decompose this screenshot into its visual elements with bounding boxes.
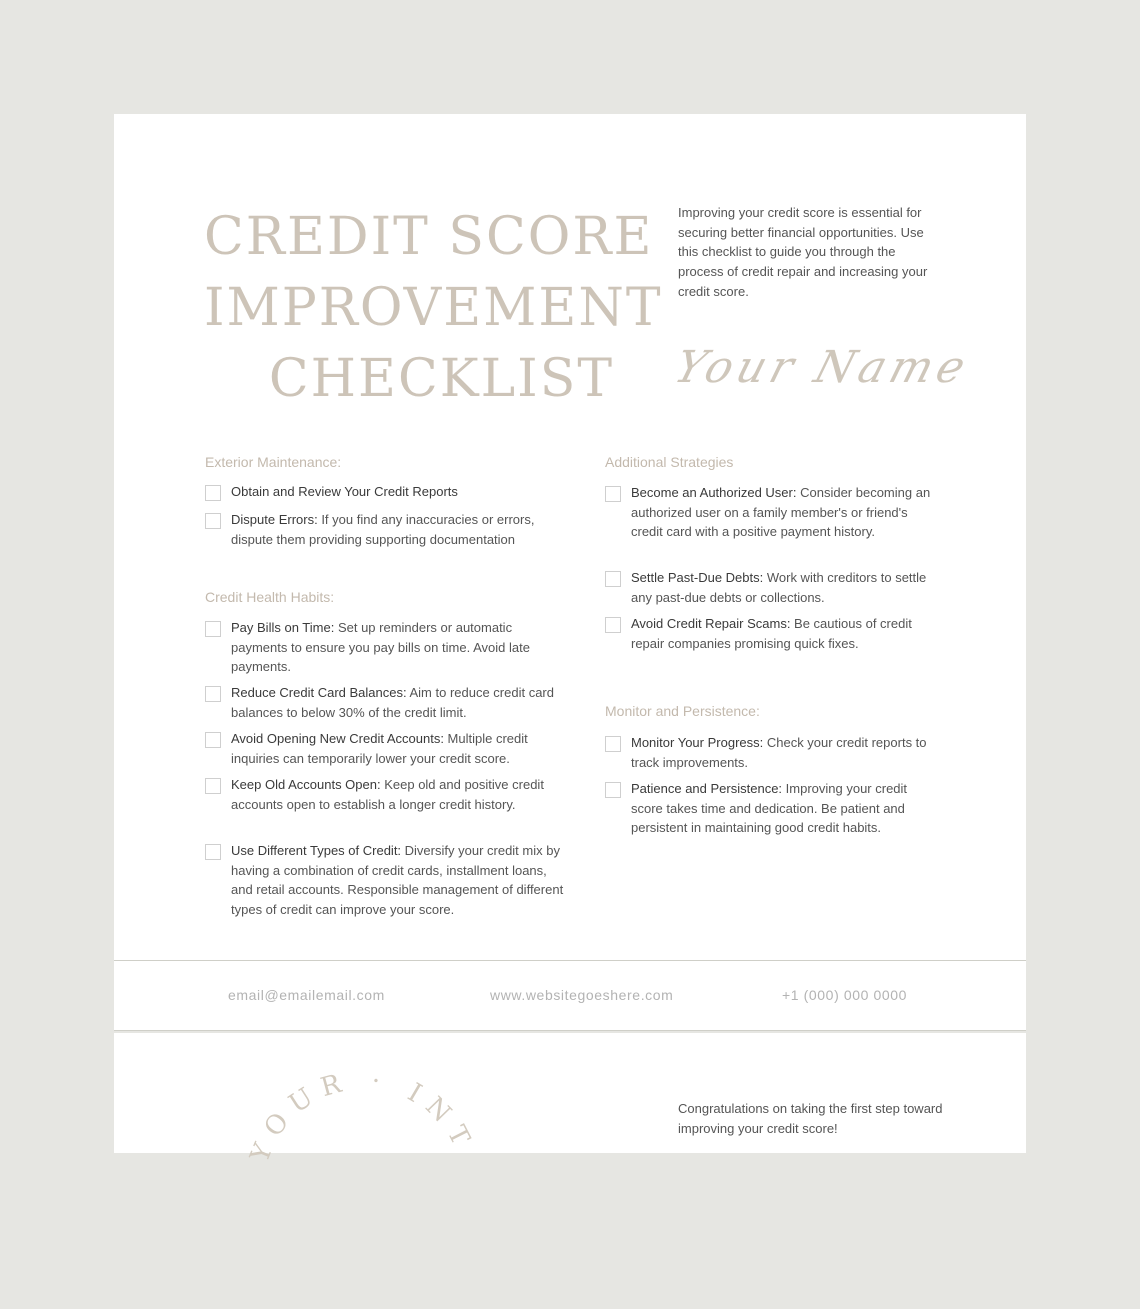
item-label: Patience and Persistence: (631, 781, 783, 796)
item-label: Obtain and Review Your Credit Reports (231, 484, 458, 499)
closing-paragraph: Congratulations on taking the first step toward improving your credit score! (678, 1101, 943, 1136)
checklist-item (205, 841, 570, 919)
item-text: Diversify your credit mix by having a combination of credit cards, installment loans, and retail accounts. Responsible management of different types of credit can improve your score. (231, 843, 564, 917)
item-text: Keep old and positive credit accounts open to establish a longer credit history. (231, 777, 544, 812)
checkbox[interactable] (605, 782, 621, 798)
item-text: Aim to reduce credit card balances to below 30% of the credit limit. (231, 685, 554, 720)
seal-logo (244, 1069, 484, 1309)
checkbox[interactable] (605, 571, 621, 587)
checkbox[interactable] (605, 736, 621, 752)
item-text: Improving your credit score takes time and dedication. Be patient and persistent in maintaining good credit habits. (631, 781, 908, 836)
item-label: Reduce Credit Card Balances: (231, 685, 407, 700)
checklist-item (205, 683, 570, 722)
signature-script: Your Name (668, 342, 976, 393)
item-text: Be cautious of credit repair companies promising quick fixes. (631, 616, 912, 651)
item-text: Set up reminders or automatic payments to ensure you pay bills on time. Avoid late payments. (231, 620, 530, 675)
seal-text: YOUR · INT (244, 1069, 480, 1167)
section-heading-strategies: Additional Strategies (605, 454, 734, 470)
footer-phone: +1 (000) 000 0000 (782, 987, 908, 1003)
checkbox[interactable] (205, 686, 221, 702)
checklist-item (205, 510, 570, 549)
checkbox[interactable] (605, 617, 621, 633)
item-label: Avoid Credit Repair Scams: (631, 616, 791, 631)
checkbox[interactable] (205, 732, 221, 748)
item-text: Check your credit reports to track improvements. (631, 735, 927, 770)
item-label: Monitor Your Progress: (631, 735, 764, 750)
checkbox[interactable] (205, 485, 221, 501)
checklist-item (605, 614, 935, 653)
intro-paragraph: Improving your credit score is essential for securing better financial opportunities. Use this checklist to guide you through the process of credit repair and increasing your credit score. (678, 205, 928, 299)
section-heading-monitor: Monitor and Persistence: (605, 703, 760, 719)
item-label: Pay Bills on Time: (231, 620, 335, 635)
footer-email[interactable]: email@emailemail.com (228, 987, 385, 1003)
checklist-item (605, 779, 935, 838)
title-line-2: IMPROVEMENT (204, 278, 663, 338)
section-heading-habits: Credit Health Habits: (205, 589, 335, 605)
checkbox[interactable] (205, 844, 221, 860)
checklist-item (205, 775, 570, 814)
page-title (204, 202, 663, 415)
checkbox[interactable] (205, 513, 221, 529)
title-line-1: CREDIT SCORE (204, 207, 654, 267)
checklist-item (205, 729, 570, 768)
checklist-item (605, 483, 935, 542)
item-label: Use Different Types of Credit: (231, 843, 402, 858)
item-label: Dispute Errors: (231, 512, 318, 527)
checklist-item (605, 733, 935, 772)
checklist-item (605, 568, 935, 607)
checklist-item (205, 618, 570, 677)
item-label: Settle Past-Due Debts: (631, 570, 764, 585)
checklist-page (114, 114, 1026, 960)
item-label: Keep Old Accounts Open: (231, 777, 381, 792)
checkbox[interactable] (205, 778, 221, 794)
title-line-3: CHECKLIST (268, 349, 614, 409)
item-label: Avoid Opening New Credit Accounts: (231, 731, 444, 746)
item-text: Multiple credit inquiries can temporarily lower your credit score. (231, 731, 528, 766)
item-label: Become an Authorized User: (631, 485, 797, 500)
footer-website[interactable]: www.websitegoeshere.com (490, 987, 674, 1003)
checkbox[interactable] (605, 486, 621, 502)
item-text: If you find any inaccuracies or errors, dispute them providing supporting documentation (231, 512, 535, 547)
checkbox[interactable] (205, 621, 221, 637)
checklist-item (205, 482, 570, 502)
item-text: Work with creditors to settle any past-due debts or collections. (631, 570, 927, 605)
contact-footer (114, 960, 1026, 1031)
second-page-preview (114, 1033, 1026, 1167)
section-heading-exterior: Exterior Maintenance: (205, 454, 342, 470)
item-text: Consider becoming an authorized user on a family member's or friend's credit card with a positive payment history. (631, 485, 931, 540)
